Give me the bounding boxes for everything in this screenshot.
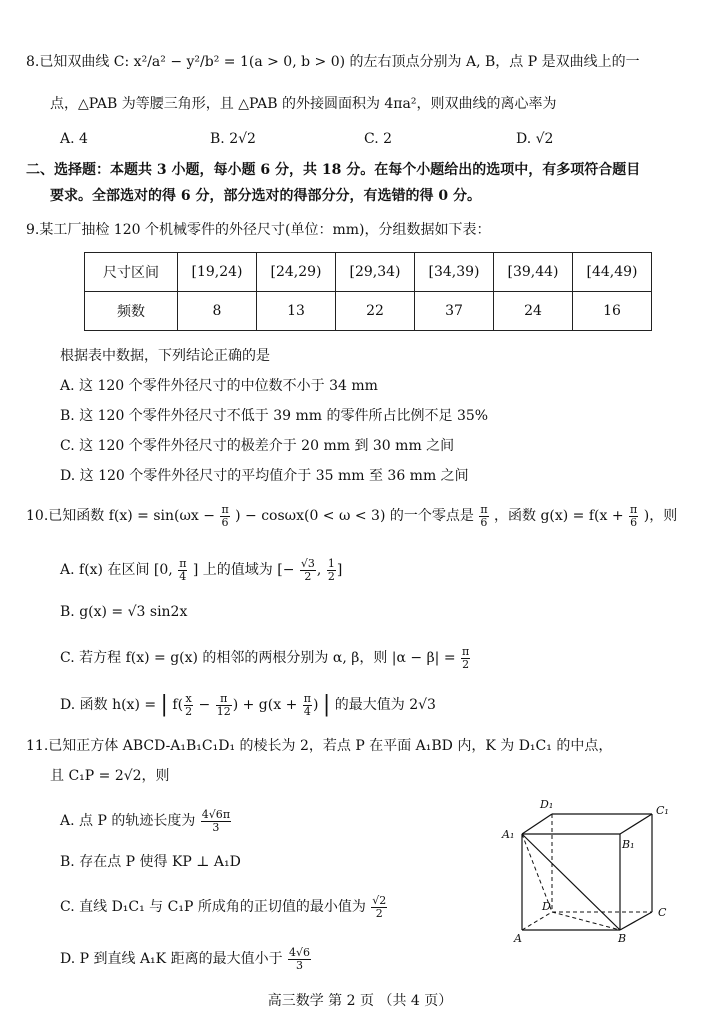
q11-stem-line1: 11.已知正方体 ABCD-A₁B₁C₁D₁ 的棱长为 2，若点 P 在平面 A₁BD 内，K 为 D₁C₁ 的中点，	[26, 738, 613, 754]
edge-a1-d1	[522, 814, 552, 834]
numerator-pi: π	[222, 807, 231, 821]
denominator: 4	[303, 704, 311, 718]
denominator: 6	[480, 515, 488, 529]
table-cell: [24,29)	[257, 253, 336, 292]
hidden-edge-a-d	[522, 912, 552, 930]
fraction	[479, 504, 488, 529]
denominator: 2	[185, 704, 193, 718]
table-row	[85, 253, 652, 292]
numerator: π	[480, 502, 488, 516]
q10-option-a-part: A. f(x) 在区间 [0,	[60, 562, 173, 578]
q10-option-d-part: D. 函数 h(x) =	[60, 697, 157, 713]
q8-option-a: A. 4	[60, 131, 88, 147]
denominator: 2	[327, 569, 335, 583]
denominator: 3	[296, 958, 304, 972]
denominator: 2	[462, 657, 470, 671]
q10-option-d: D. 函数 h(x) = | f( $\frac{x}{2}$ − $\frac{\pi}{12}$ ) + g(x + $\frac{\pi}{4}$ ) | 的最大值为 2√3	[60, 691, 436, 718]
table-cell: 22	[336, 292, 415, 331]
q10-stem-part: ，函数 g(x) = f(x +	[494, 508, 624, 524]
q8-stem-line2: 点，△PAB 为等腰三角形，且 △PAB 的外接圆面积为 4πa²，则双曲线的离心率为	[50, 96, 557, 112]
table-cell: 24	[494, 292, 573, 331]
q9-option-c: C. 这 120 个零件外径尺寸的极差介于 20 mm 到 30 mm 之间	[60, 438, 455, 454]
denominator: 4	[179, 569, 187, 583]
numerator: π	[462, 644, 470, 658]
label-c1: C₁	[656, 804, 669, 817]
numerator: π	[303, 691, 311, 705]
q8-option-c: C. 2	[364, 131, 393, 147]
fraction	[303, 693, 312, 718]
fraction	[371, 895, 387, 920]
table-cell: [34,39)	[415, 253, 494, 292]
fraction	[327, 558, 336, 583]
label-a1: A₁	[502, 828, 515, 841]
page-footer: 高三数学 第 2 页 （共 4 页）	[267, 993, 453, 1009]
fraction	[178, 558, 187, 583]
label-c: C	[658, 906, 667, 919]
table-cell: [19,24)	[178, 253, 257, 292]
fraction	[288, 947, 311, 972]
denominator: 2	[304, 569, 312, 583]
table-cell: [39,44)	[494, 253, 573, 292]
denominator: 6	[630, 515, 638, 529]
numerator	[201, 809, 231, 822]
fraction	[461, 646, 470, 671]
label-b1: B₁	[622, 838, 635, 851]
q11-option-a	[60, 806, 232, 836]
section2-heading-line1: 二、选择题：本题共 3 小题，每小题 6 分，共 18 分。在每个小题给出的选项中，有多项符合题目	[26, 162, 641, 178]
denominator: 12	[216, 704, 231, 718]
q10-option-c-part: C. 若方程 f(x) = g(x) 的相邻的两根分别为 α, β，则 |α − β| =	[60, 650, 456, 666]
numerator: π	[630, 502, 638, 516]
q9-option-a: A. 这 120 个零件外径尺寸的中位数不小于 34 mm	[60, 378, 378, 394]
table-cell: [44,49)	[573, 253, 652, 292]
table-cell: 37	[415, 292, 494, 331]
numerator: π	[216, 693, 232, 706]
fraction	[201, 809, 231, 834]
q8-stem-line1: 8.已知双曲线 C: x²/a² − y²/b² = 1(a > 0, b > 0) 的左右顶点分别为 A, B，点 P 是双曲线上的一	[26, 54, 640, 70]
fraction	[216, 693, 232, 718]
numerator: π	[179, 556, 187, 570]
numerator: √3	[300, 556, 315, 570]
fraction	[300, 558, 316, 583]
q10-option-a-part: ] 上的值域为 [−	[192, 562, 295, 578]
diagonal-a1-b	[522, 834, 620, 930]
q10-option-d-part: 的最大值为 2√3	[334, 697, 436, 713]
q9-stem: 9.某工厂抽检 120 个机械零件的外径尺寸(单位：mm)，分组数据如下表：	[26, 222, 491, 238]
numerator: x	[185, 691, 192, 705]
hidden-diagonal-d-b	[552, 912, 620, 930]
q10-stem-part: ) − cosωx(0 < ω < 3) 的一个零点是	[235, 508, 474, 524]
label-d: D	[542, 900, 551, 913]
q10-option-a: A. f(x) 在区间 [0, $\frac{\pi}{4}$ ] 上的值域为 [− $\frac{√3}{2}$ , $\frac{1}{2}$ ]	[60, 556, 343, 583]
table-header-interval: 尺寸区间	[85, 253, 178, 292]
label-b: B	[618, 932, 627, 942]
q10-stem-part: )，则	[643, 508, 678, 524]
q9-option-b: B. 这 120 个零件外径尺寸不低于 39 mm 的零件所占比例不足 35%	[60, 408, 489, 424]
fraction	[629, 504, 638, 529]
numerator: 4√6	[289, 945, 311, 959]
numerator: √2	[372, 893, 387, 907]
edge-b-c	[620, 912, 652, 930]
table-row	[85, 292, 652, 331]
fraction	[220, 504, 229, 529]
q11-option-a-part: A. 点 P 的轨迹长度为	[60, 813, 196, 829]
label-a: A	[514, 932, 522, 942]
q9-prompt: 根据表中数据，下列结论正确的是	[60, 348, 270, 364]
label-d1: D₁	[540, 798, 554, 811]
q9-option-d: D. 这 120 个零件外径尺寸的平均值介于 35 mm 至 36 mm 之间	[60, 468, 469, 484]
table-cell: 13	[257, 292, 336, 331]
cube-figure	[500, 792, 680, 942]
table-cell: 8	[178, 292, 257, 331]
table-cell: 16	[573, 292, 652, 331]
q8-option-b: B. 2√2	[210, 131, 256, 147]
q11-option-d	[60, 944, 312, 974]
q11-option-b: B. 存在点 P 使得 KP ⊥ A₁D	[60, 854, 241, 870]
table-cell: [29,34)	[336, 253, 415, 292]
q10-stem	[26, 502, 677, 530]
q10-option-c	[60, 644, 471, 672]
denominator: 2	[375, 906, 383, 920]
section2-heading-line2: 要求。全部选对的得 6 分，部分选对的得部分分，有选错的得 0 分。	[50, 188, 481, 204]
q11-option-c-part: C. 直线 D₁C₁ 与 C₁P 所成角的正切值的最小值为	[60, 899, 366, 915]
numerator: π	[221, 502, 229, 516]
q11-option-c	[60, 892, 388, 922]
numerator-value: 4√6	[201, 807, 223, 821]
q8-option-d: D. √2	[516, 131, 554, 147]
table-header-frequency: 频数	[85, 292, 178, 331]
q11-option-d-part: D. P 到直线 A₁K 距离的最大值小于	[60, 951, 283, 967]
q10-option-b: B. g(x) = √3 sin2x	[60, 604, 188, 620]
edge-b1-c1	[620, 814, 652, 834]
denominator: 6	[221, 515, 229, 529]
numerator: 1	[327, 556, 335, 570]
denominator: 3	[212, 820, 220, 834]
q9-frequency-table	[84, 252, 652, 331]
fraction	[184, 693, 193, 718]
q11-stem-line2: 且 C₁P = 2√2，则	[50, 768, 170, 784]
q10-stem-part: 10.已知函数 f(x) = sin(ωx −	[26, 508, 215, 524]
